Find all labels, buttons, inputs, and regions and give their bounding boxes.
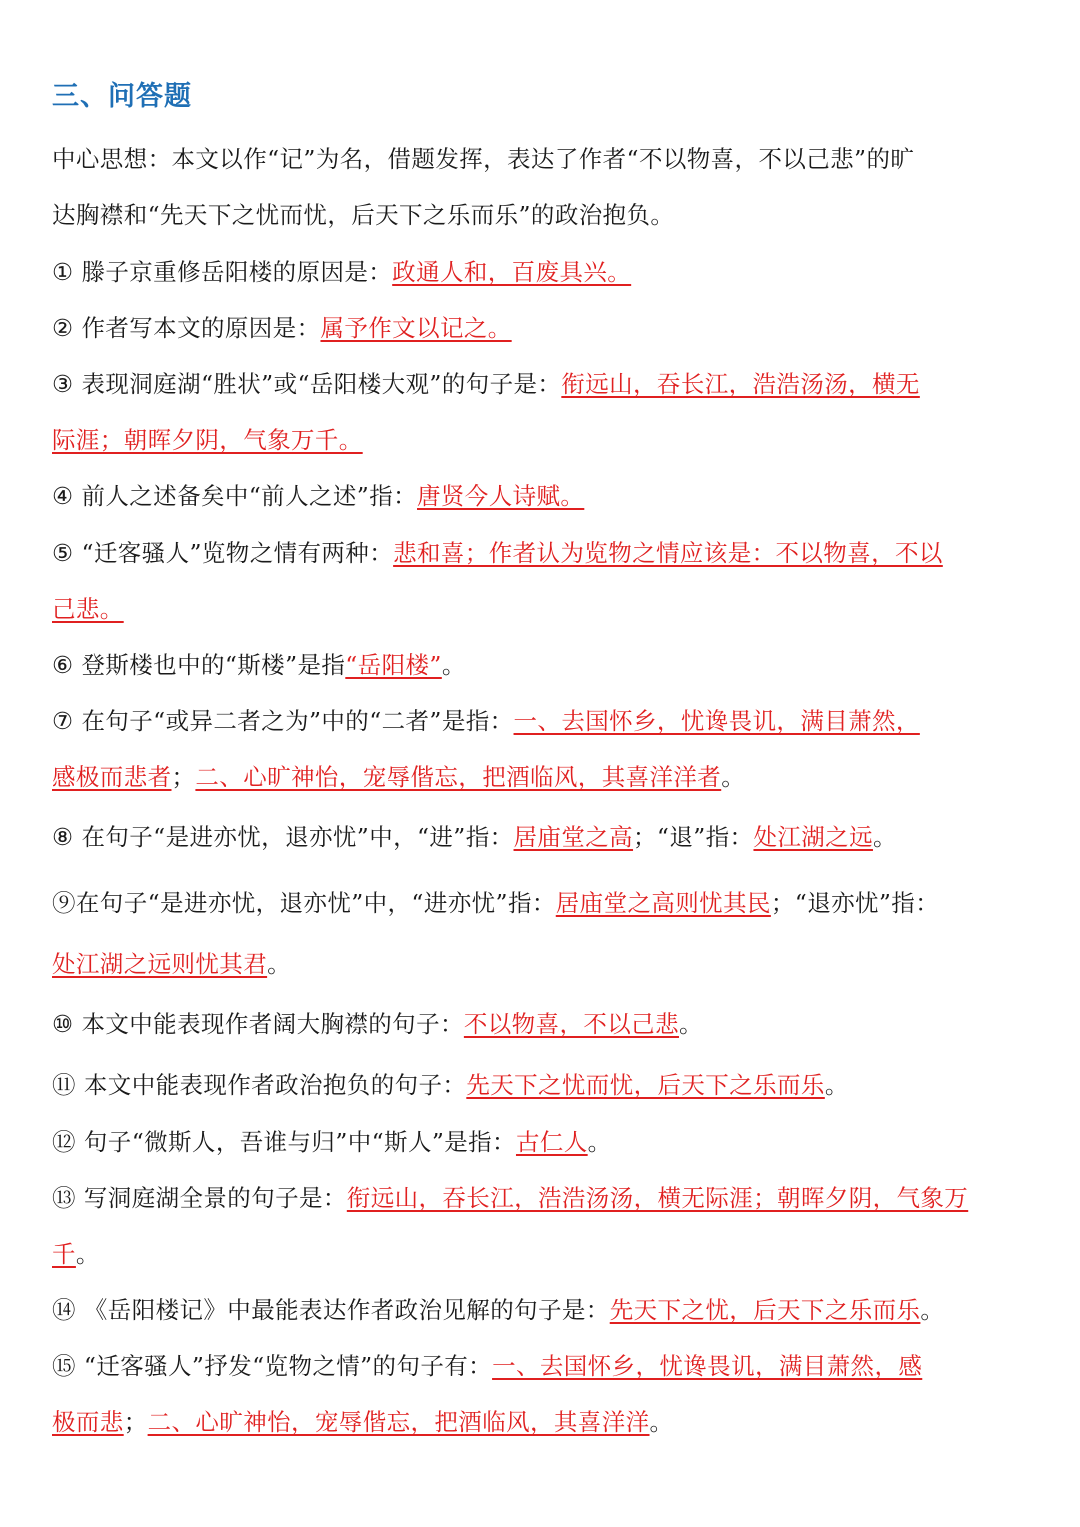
question-text: 在句子“是进亦忧，退亦忧”中，“进亦忧”指： bbox=[75, 889, 556, 917]
question-text: 在句子“或异二者之为”中的“二者”是指： bbox=[81, 707, 514, 735]
item-number: ⑥ bbox=[52, 651, 74, 679]
question-item-3-cont bbox=[52, 423, 1032, 457]
item-number: ⑨ bbox=[52, 889, 76, 917]
question-item-1 bbox=[52, 255, 1032, 289]
question-item-5-cont bbox=[52, 592, 1032, 626]
answer-text: 极而悲 bbox=[52, 1408, 124, 1436]
question-item-5 bbox=[52, 536, 1032, 570]
end-punctuation: 。 bbox=[824, 1071, 849, 1099]
answer-text: 古仁人 bbox=[515, 1128, 588, 1156]
question-text: 表现洞庭湖“胜状”或“岳阳楼大观”的句子是： bbox=[81, 370, 562, 398]
answer-text: 先天下之忧而忧，后天下之乐而乐 bbox=[466, 1071, 825, 1099]
answer-text: 一、去国怀乡，忧谗畏讥，满目萧然， bbox=[513, 707, 920, 735]
end-punctuation: 。 bbox=[267, 950, 292, 978]
item-number: ④ bbox=[52, 482, 74, 510]
answer-text: 属予作文以记之。 bbox=[320, 314, 512, 342]
answer-text: 居庙堂之高则忧其民 bbox=[555, 889, 771, 917]
question-item-14 bbox=[52, 1293, 1032, 1327]
question-item-9 bbox=[52, 886, 1032, 920]
item-number: ⑮ bbox=[52, 1352, 76, 1380]
question-text: ；“退”指： bbox=[633, 823, 754, 851]
answer-text: 一、去国怀乡，忧谗畏讥，满目萧然，感 bbox=[492, 1352, 923, 1380]
answer-text: 悲和喜；作者认为览物之情应该是：不以物喜，不以 bbox=[393, 539, 943, 567]
item-number: ① bbox=[52, 258, 74, 286]
answer-text: 不以物喜，不以己悲 bbox=[463, 1010, 679, 1038]
item-number: ⑪ bbox=[52, 1071, 76, 1099]
question-text: “迁客骚人”抒发“览物之情”的句子有： bbox=[83, 1352, 493, 1380]
question-item-7-cont bbox=[52, 760, 1032, 794]
item-number: ② bbox=[52, 314, 74, 342]
question-item-2 bbox=[52, 311, 1032, 345]
item-number: ⑧ bbox=[52, 823, 74, 851]
end-punctuation: 。 bbox=[75, 1240, 100, 1268]
answer-text: 唐贤今人诗赋。 bbox=[417, 482, 585, 510]
question-text: 作者写本文的原因是： bbox=[81, 314, 321, 342]
answer-text: 衔远山，吞长江，浩浩汤汤，横无 bbox=[561, 370, 920, 398]
question-text: “迁客骚人”览物之情有两种： bbox=[81, 539, 394, 567]
end-punctuation: 。 bbox=[587, 1128, 612, 1156]
question-text: 《岳阳楼记》中最能表达作者政治见解的句子是： bbox=[83, 1296, 610, 1324]
item-number: ⑭ bbox=[52, 1296, 76, 1324]
end-punctuation: 。 bbox=[678, 1010, 703, 1038]
answer-text: 处江湖之远 bbox=[753, 823, 873, 851]
answer-text: 政通人和，百废具兴。 bbox=[392, 258, 632, 286]
question-text: 登斯楼也中的“斯楼”是指 bbox=[81, 651, 346, 679]
item-number: ⑬ bbox=[52, 1184, 76, 1212]
question-item-7 bbox=[52, 704, 1032, 738]
answer-text: 衔远山，吞长江，浩浩汤汤，横无际涯；朝晖夕阴，气象万 bbox=[346, 1184, 969, 1212]
answer-text: 二、心旷神怡，宠辱偕忘，把酒临风，其喜洋洋 bbox=[147, 1408, 650, 1436]
item-number: ⑩ bbox=[52, 1010, 74, 1038]
separator: ； bbox=[123, 1408, 148, 1436]
question-item-15 bbox=[52, 1349, 1032, 1383]
question-item-6 bbox=[52, 648, 1032, 682]
question-item-12 bbox=[52, 1125, 1032, 1159]
question-item-10 bbox=[52, 1007, 1032, 1041]
end-punctuation: 。 bbox=[721, 763, 746, 791]
question-item-4 bbox=[52, 479, 1032, 513]
question-text: 本文中能表现作者政治抱负的句子： bbox=[83, 1071, 467, 1099]
question-item-13 bbox=[52, 1181, 1032, 1215]
question-text: 前人之述备矣中“前人之述”指： bbox=[81, 482, 417, 510]
question-item-15-cont bbox=[52, 1405, 1032, 1439]
question-text: 在句子“是进亦忧，退亦忧”中，“进”指： bbox=[81, 823, 514, 851]
end-punctuation: 。 bbox=[441, 651, 466, 679]
question-item-3 bbox=[52, 367, 1032, 401]
question-text: 写洞庭湖全景的句子是： bbox=[83, 1184, 347, 1212]
question-item-13-cont bbox=[52, 1237, 1032, 1271]
answer-text: 居庙堂之高 bbox=[513, 823, 634, 851]
item-number: ⑦ bbox=[52, 707, 74, 735]
answer-text: “岳阳楼” bbox=[345, 651, 442, 679]
central-idea-line-2 bbox=[52, 198, 1032, 232]
answer-text: 己悲。 bbox=[52, 595, 124, 623]
answer-text: 二、心旷神怡，宠辱偕忘，把酒临风，其喜洋洋者 bbox=[195, 763, 722, 791]
item-number: ③ bbox=[52, 370, 74, 398]
end-punctuation: 。 bbox=[872, 823, 897, 851]
answer-text: 感极而悲者 bbox=[52, 763, 172, 791]
answer-text: 处江湖之远则忧其君 bbox=[52, 950, 268, 978]
question-text: ；“退亦忧”指： bbox=[770, 889, 940, 917]
section-heading: 三、问答题 bbox=[52, 81, 192, 112]
question-text: 滕子京重修岳阳楼的原因是： bbox=[81, 258, 393, 286]
question-text: 句子“微斯人，吾谁与归”中“斯人”是指： bbox=[83, 1128, 516, 1156]
separator: ； bbox=[171, 763, 196, 791]
end-punctuation: 。 bbox=[649, 1408, 674, 1436]
question-item-8 bbox=[52, 820, 1032, 854]
item-number: ⑤ bbox=[52, 539, 74, 567]
question-text: 本文中能表现作者阔大胸襟的句子： bbox=[81, 1010, 464, 1038]
item-number: ⑫ bbox=[52, 1128, 76, 1156]
end-punctuation: 。 bbox=[920, 1296, 945, 1324]
answer-text: 先天下之忧，后天下之乐而乐 bbox=[609, 1296, 921, 1324]
question-item-9-cont bbox=[52, 947, 1032, 981]
central-idea-text: 中心思想：本文以作“记”为名，借题发挥，表达了作者“不以物喜，不以己悲”的旷 bbox=[52, 145, 915, 173]
question-item-11 bbox=[52, 1068, 1032, 1102]
central-idea-text: 达胸襟和“先天下之忧而忧，后天下之乐而乐”的政治抱负。 bbox=[52, 201, 675, 229]
central-idea-line-1 bbox=[52, 142, 1032, 176]
answer-text: 际涯；朝晖夕阴，气象万千。 bbox=[52, 426, 363, 454]
answer-text: 千 bbox=[52, 1240, 76, 1268]
